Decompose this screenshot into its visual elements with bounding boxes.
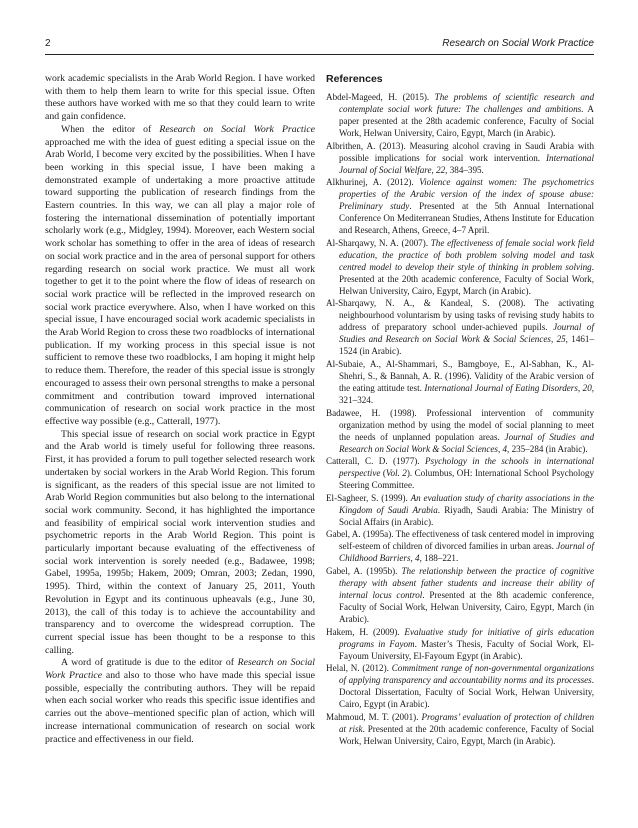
running-header: [45, 38, 594, 55]
reference-entry: Gabel, A. (1995b). The relationship between the practice of cognitive therapy with absent father students and increase their ability of internal locus control. Presented at the 8th academic conference, Faculty of Social Work, Helwan University, Cairo, Egypt, March (in Arabic).: [326, 565, 595, 624]
page-number: 2: [45, 38, 51, 49]
reference-entry: Gabel, A. (1995a). The effectiveness of task centered model in improving self-esteem of children of divorced families in urban areas. Journal of Childhood Barriers, 4, 188–221.: [326, 529, 594, 564]
reference-entry: Hakem, H. (2009). Evaluative study for initiative of girls education programs in Fayom. Master’s Thesis, Faculty of Social Work, El-Fayoum University, El-Fayoum Egypt (in Arabic).: [326, 626, 594, 661]
references-heading: References: [326, 73, 383, 85]
body-paragraph: work academic specialists in the Arab World Region. I have worked with them to help them learn to write for this special issue. Often these authors have worked with me so that they could learn to write and gain confidence.: [45, 73, 315, 123]
reference-entry: Abdel-Mageed, H. (2015). The problems of scientific research and contemplate social work future: The challenges and ambitions. A paper presented at the 28th academic conference, Faculty of Social Work, Helwan University, Cairo, Egypt, March (in Arabic).: [326, 92, 594, 138]
reference-entry: Albrithen, A. (2013). Measuring alcohol craving in Saudi Arabia with possible implications for social work intervention. International Journal of Social Welfare, 22, 384–395.: [326, 140, 594, 175]
reference-entry: Al-Sharqawy, N. A. (2007). The effectiveness of female social work field education, the practice of both problem solving model and task centred model to develop their style of thinking in problem solving. Presented at the 20th academic conference, Faculty of Social Work, Helwan University, Cairo, Egypt, March (in Arabic).: [326, 237, 594, 296]
references-column: [326, 73, 594, 747]
reference-entry: El-Sagheer, S. (1999). An evaluation study of charity associations in the Kingdom of Saudi Arabia. Riyadh, Saudi Arabia: The Ministry of Social Affairs (in Arabic).: [326, 492, 594, 527]
reference-entry: Catterall, C. D. (1977). Psychology in the schools in international perspective (Vol. 2). Columbus, OH: International School Psychology Steering Committee.: [326, 456, 595, 491]
reference-entry: Helal, N. (2012). Commitment range of non-governmental organizations of applying transparency and accountability norms and its processes. Doctoral Dissertation, Faculty of Social Work, Helwan University, Cairo, Egypt (in Arabic).: [326, 663, 594, 710]
body-paragraph: A word of gratitude is due to the editor of Research on Social Work Practice and also to those who have made this special issue possible, especially the contributing authors. They will be repaid when each social worker who reads this specific issue identifies and carries out the above–mentioned specific plan of action, which will increase international communication of research on social work practice and effectiveness in our field.: [45, 657, 316, 745]
reference-entry: Alkhurinej, A. (2012). Violence against women: The psychometrics properties of the Arabic version of the index of spouse abuse: Preliminary study. Presented at the 5th Annual International Conference On Mediterranean Studies, Athens Institute for Education and Research, Athens, Greece, 4–7 April.: [326, 177, 594, 236]
reference-entry: Al-Sharqawy, N. A., & Kandeal, S. (2008). The activating neighbourhood voluntarism by using tasks of revising study habits to address of preparatory school under-achieved pupils. Journal of Studies and Research on Social Work & Social Sciences, 25, 1461–1524 (in Arabic).: [326, 298, 595, 357]
journal-title: Research on Social Work Practice: [442, 38, 594, 49]
body-column: [45, 73, 315, 746]
reference-entry: Badawee, H. (1998). Professional intervention of community organization method by using the model of social planning to meet the needs of unplanned population areas. Journal of Studies and Research on Social Work & Social Sciences, 4, 235–284 (in Arabic).: [326, 407, 595, 454]
body-paragraph: When the editor of Research on Social Work Practice approached me with the idea of guest editing a special issue on the Arab World, I become very excited by the possibilities. When I have been working in this special issue, I have been making a demonstrated example of undertaking a more proactive attitude toward supporting the publication of research findings from the Eastern countries. In this way, we can all play a major role of fostering the international dissemination of potentially important scholarly work (e.g., Midgley, 1994). Moreover, each Western social work scholar has something to offer in the area of ideas of research on social work practice and in the area of personal support for others regarding research on social work practice. We must all work together to get it to the point where the flow of ideas of research on social work practice will be reflected in the improved research on social work practice everywhere. Also, when I have worked on this special issue, I have encouraged social work academic specialists in the Arab World Region to cross these two roadblocks of international publication. If my working process in this special issue is not sufficient to remove these two roadblocks, I am hoping it might help to reduce them. Therefore, the reader of this special issue is strongly encouraged to assess their own personal strengths to make a personal commitment and contribution toward improved international communication of research on social work practice in the most effective way possible (e.g., Catterall, 1977).: [45, 123, 315, 427]
references-list: [326, 91, 594, 747]
reference-entry: Al-Subaie, A., Al-Shammari, S., Bamgboye, E., Al-Sabhan, K., Al-Shehri, S., & Bannah, A. R. (1996). Validity of the Arabic version of the eating attitude test. International Journal of Eating Disorders, 20, 321–324.: [326, 358, 595, 405]
reference-entry: Mahmoud, M. T. (2001). Programs’ evaluation of protection of children at risk. Presented at the 20th academic conference, Faculty of Social Work, Helwan University, Cairo, Egypt, March (in Arabic).: [326, 711, 594, 746]
body-paragraph: This special issue of research on social work practice in Egypt and the Arab world is timely useful for following three reasons. First, it has provided a forum to pull together selected research work undertaken by social workers in the Arab World Region. This forum is significant, as the readers of this special issue are not limited to Arab World Region communities but also belong to the international social work community. Second, it has highlighted the importance and feasibility of empirical social work intervention studies and psychometric reports in the Arab World Region. This point is particularly important because evaluating of the effectiveness of social work intervention is sorely needed (e.g., Badawee, 1998; Gabel, 1995a, 1995b; Hakem, 2009; Omran, 2003; Zedan, 1990, 1995). Third, within the context of January 25, 2011, Youth Revolution in Egypt and its continuous upheavals (e.g., June 30, 2013), the call of this today is to achieve the accountability and transparency and to overcome the widespread corruption. The current special issue has been thought to be a response to this calling.: [45, 428, 315, 656]
